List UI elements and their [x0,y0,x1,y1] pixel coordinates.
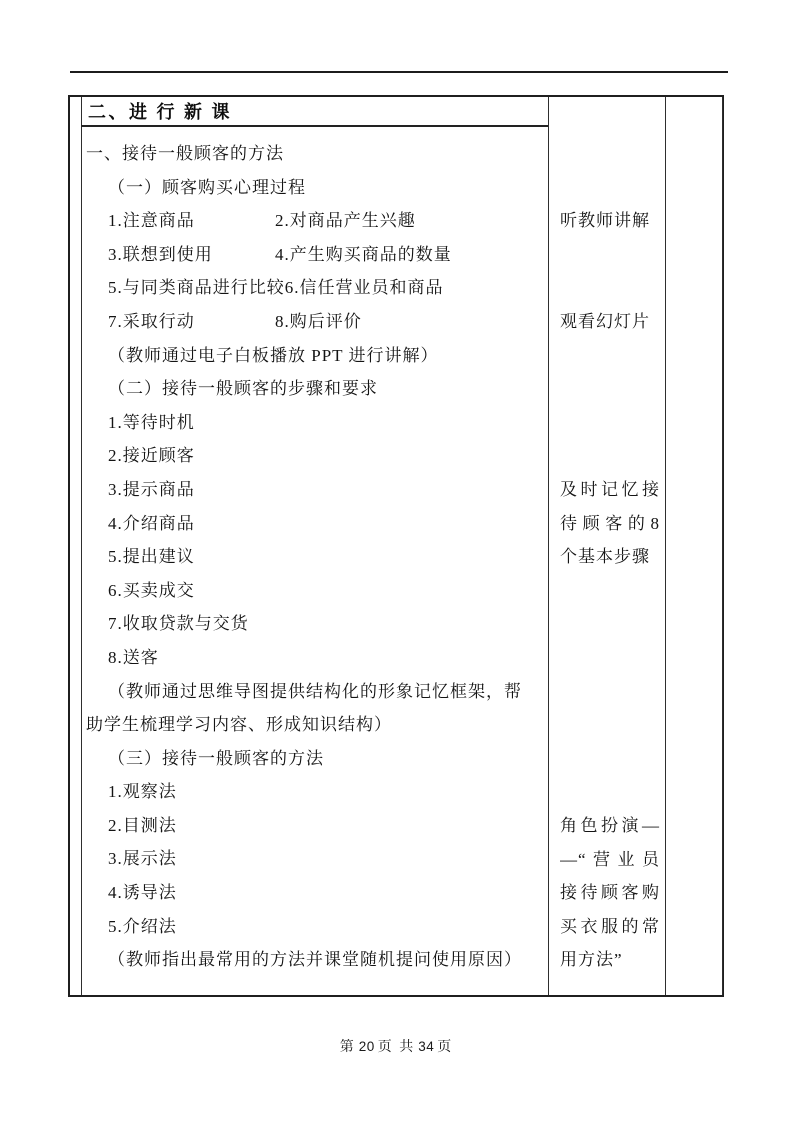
lesson-content-column [81,137,548,977]
content-item: 8.购后评价 [275,311,362,331]
content-line: 4.介绍商品 [108,513,195,533]
content-line: （一）顾客购买心理过程 [108,177,306,197]
note-block [560,305,660,339]
content-line: 4.诱导法 [108,883,177,903]
footer-total-pages: 34 [418,1039,435,1054]
note-line: 接待顾客购 [560,883,660,903]
content-line: 助学生梳理学习内容、形成知识结构） [86,715,392,735]
section-header-title: 二、进 行 新 课 [88,102,232,122]
note-line: 观看幻灯片 [560,312,650,331]
footer-suffix: 页 [437,1040,454,1055]
content-line: 1.观察法 [108,782,177,802]
note-line: 个基本步骤 [560,547,650,567]
footer-middle: 页 共 [377,1040,416,1055]
content-line [81,204,548,238]
content-item: 4.产生购买商品的数量 [275,244,452,264]
note-line: 待顾客的8 [560,513,660,533]
content-line: 5.介绍法 [108,916,177,936]
note-line: 买衣服的常 [560,916,660,936]
student-activity-notes-column [548,97,665,995]
content-item: 2.对商品产生兴趣 [275,211,416,231]
content-item: 6.信任营业员和商品 [284,278,444,298]
notes-empty-divider [665,97,666,995]
content-line: 8.送客 [108,647,159,667]
content-line: （三）接待一般顾客的方法 [108,748,324,768]
note-block [560,204,660,238]
content-line: 6.买卖成交 [108,580,195,600]
note-line: 用方法” [560,950,623,970]
content-item: 1.注意商品 [108,211,195,231]
note-line: —“营业员 [560,849,660,869]
lesson-plan-table [68,95,724,997]
page-footer [0,1036,793,1056]
content-line: 3.展示法 [108,849,177,869]
content-line [81,238,548,272]
footer-prefix: 第 [339,1040,356,1055]
footer-page-number: 20 [358,1039,375,1054]
table-right-inner-border [722,97,723,995]
header-rule [70,71,728,73]
section-header-box [81,97,548,127]
content-item: 3.联想到使用 [108,244,213,264]
content-line: 7.收取贷款与交货 [108,614,249,634]
content-line: （教师通过电子白板播放 PPT 进行讲解） [108,345,439,365]
content-line [81,271,548,305]
content-item: 5.与同类商品进行比较 [108,278,285,298]
content-line: （二）接待一般顾客的步骤和要求 [108,379,378,399]
content-line [81,305,548,339]
note-block [560,809,660,977]
content-line: （教师指出最常用的方法并课堂随机提问使用原因） [108,950,522,970]
content-line: 一、接待一般顾客的方法 [86,144,284,163]
content-item: 7.采取行动 [108,311,195,331]
content-line: （教师通过思维导图提供结构化的形象记忆框架，帮 [108,681,522,701]
note-line: 角色扮演— [560,816,660,835]
content-line: 5.提出建议 [108,547,195,567]
content-line: 1.等待时机 [108,412,195,432]
content-line: 2.接近顾客 [108,446,195,466]
note-block [560,473,660,574]
content-line: 2.目测法 [108,815,177,835]
note-line: 听教师讲解 [560,211,650,231]
content-line: 3.提示商品 [108,479,195,499]
note-line: 及时记忆接 [560,480,660,499]
